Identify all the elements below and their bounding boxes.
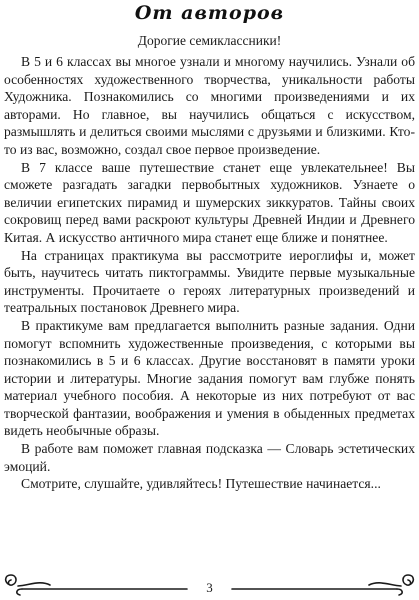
paragraph: В работе вам поможет главная подсказка — Словарь эстетических эмоций. (4, 441, 415, 474)
page-title: От авторов (134, 2, 285, 24)
body-text (4, 53, 415, 493)
paragraph: Смотрите, слушайте, удивляйтесь! Путешествие начинается... (21, 476, 381, 492)
page-number: 3 (206, 580, 213, 595)
paragraph: В 5 и 6 классах вы многое узнали и многому научились. Узнали об особенностях художественного творчества, уникальности работы Художника. Познакомились со многими произведениями и их авторами. Но главное, вы научились общаться с искусством, размышлять и делиться своими мыслями с друзьями и близкими. Кто-то из вас, возможно, создал свое первое произведение. (4, 54, 415, 157)
paragraph: В 7 классе ваше путешествие станет еще увлекательнее! Вы сможете разгадать загадки первобытных художников. Узнаете о величии египетских пирамид и шумерских зиккуратов. Тайны своих сокровищ перед вами раскроют культуры Древней Индии и Древнего Китая. А искусство античного мира станет еще ближе и понятнее. (4, 159, 415, 245)
greeting: Дорогие семиклассники! (137, 33, 282, 48)
paragraph: На страницах практикума вы рассмотрите иероглифы и, может быть, научитесь читать пиктограммы. Увидите первые музыкальные инструменты. Прочитаете о героях литературных произведений и театральных постановок Древнего мира. (4, 247, 415, 316)
paragraph: В практикуме вам предлагается выполнить разные задания. Одни помогут вспомнить художественные произведения, с которыми вы познакомились в 5 и 6 классах. Другие восстановят в памяти уроки истории и литературы. Многие задания помогут вам глубже понять материал учебного пособия. А некоторые из них потребуют от вас творческой фантазии, воображения и умения в обыденных предметах видеть необычные образы. (4, 317, 415, 439)
